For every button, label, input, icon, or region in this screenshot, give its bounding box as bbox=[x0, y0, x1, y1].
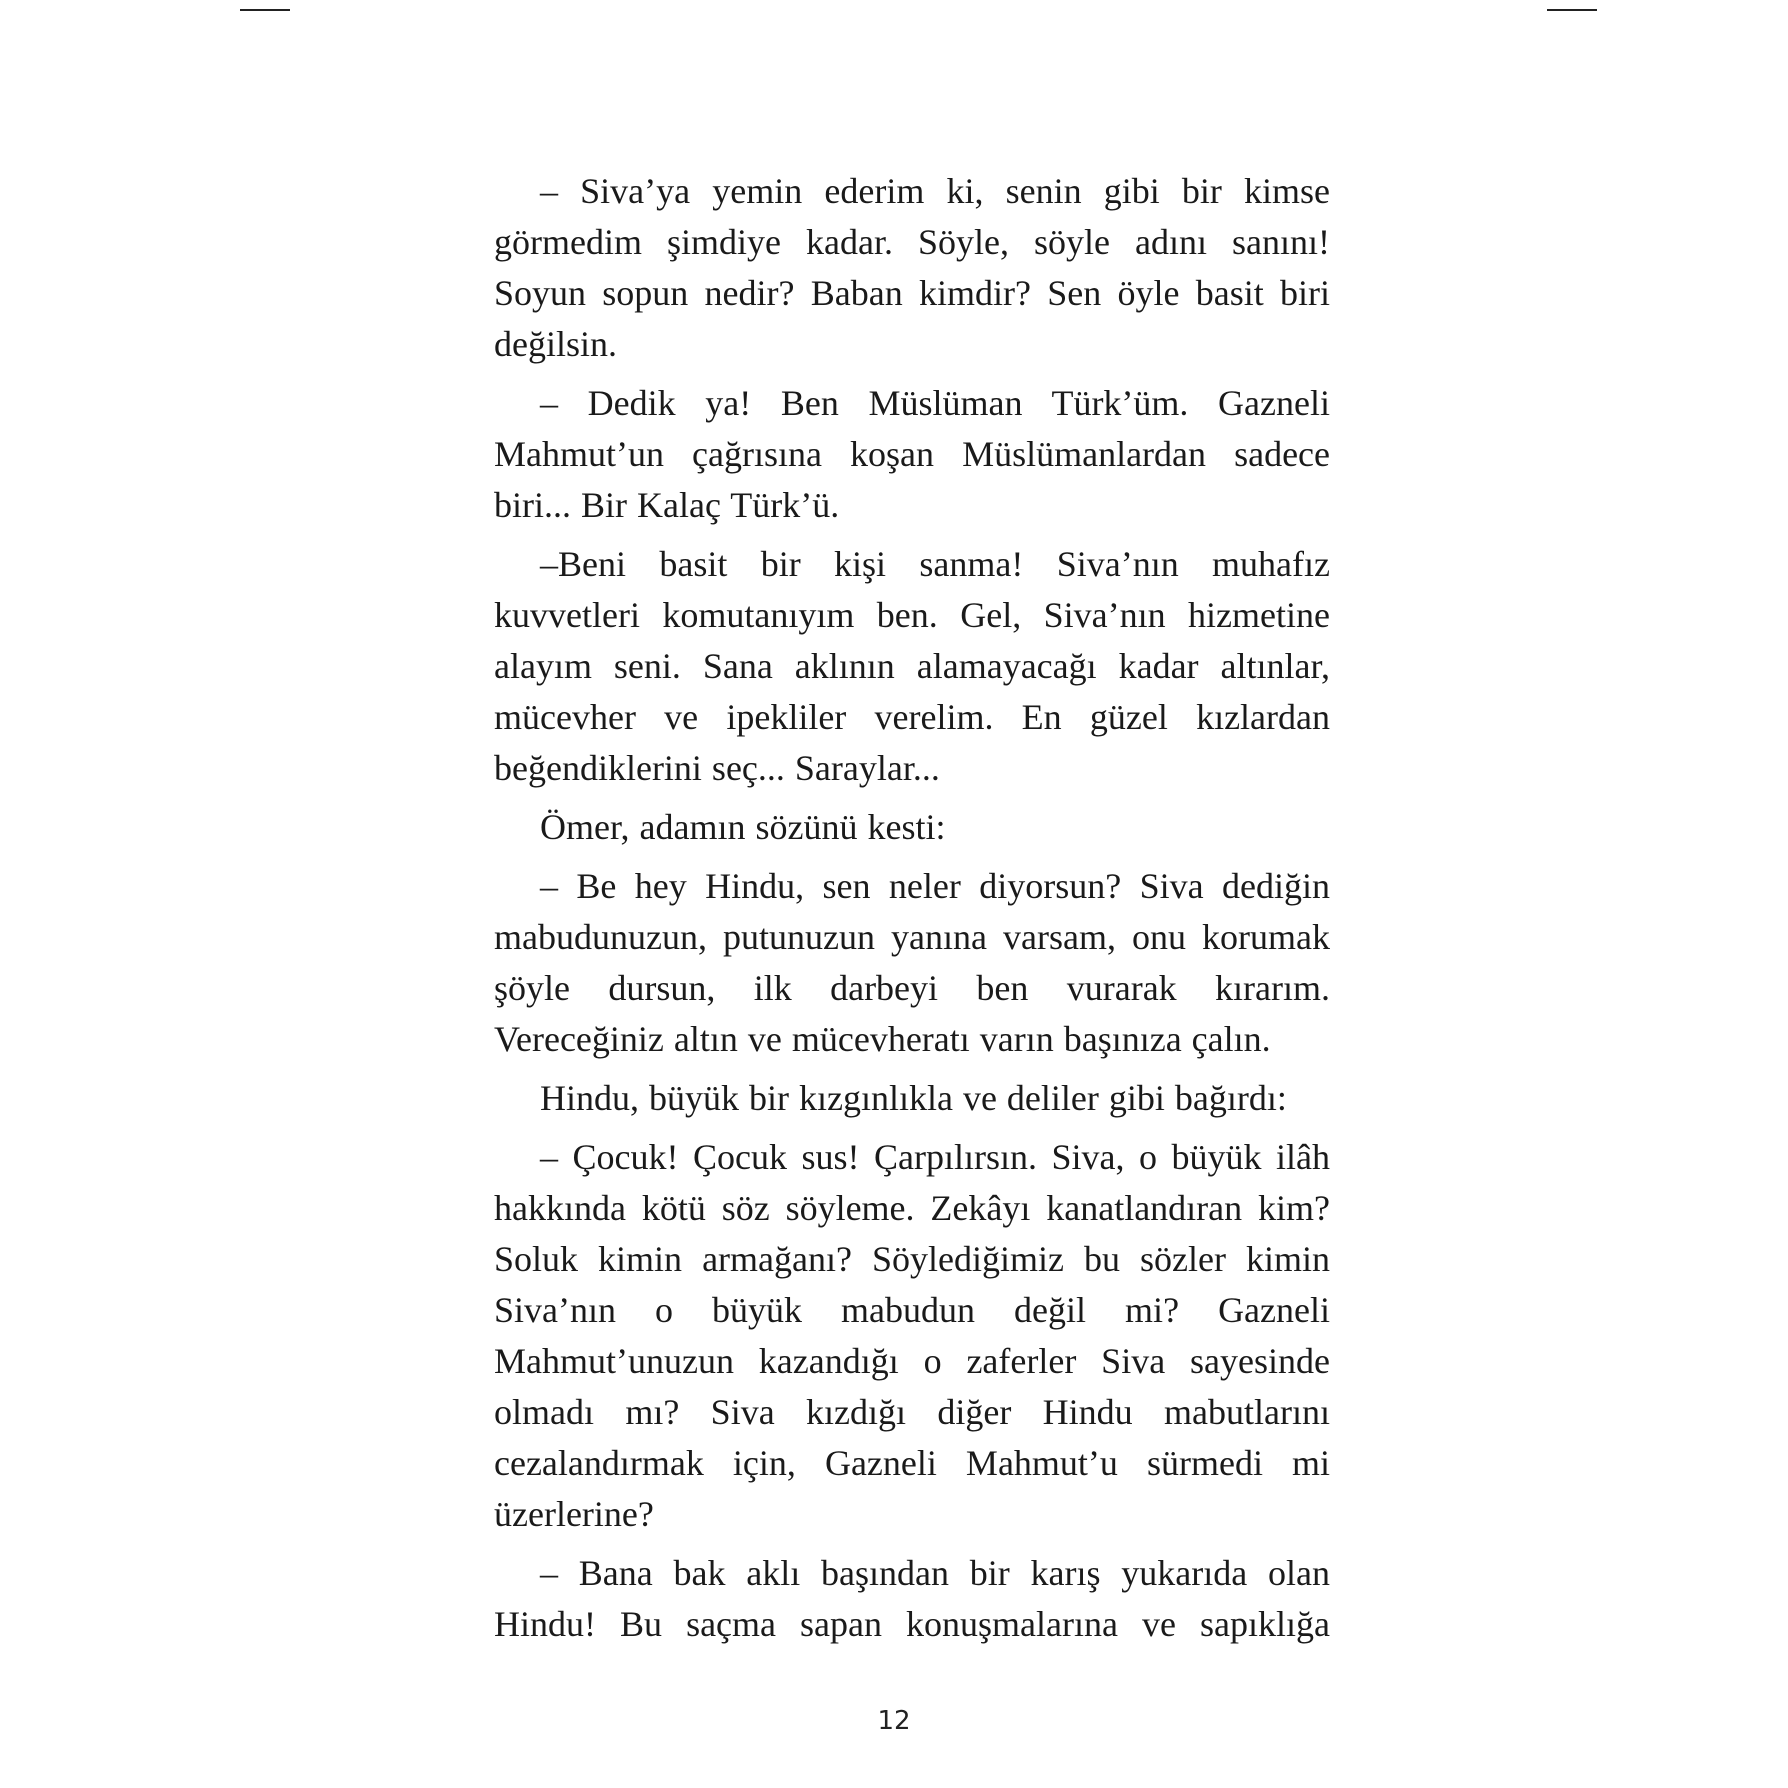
paragraph: Ömer, adamın sözünü kesti: bbox=[540, 807, 946, 847]
paragraph: – Dedik ya! Ben Müslüman Türk’üm. Gazneli Mahmut’un çağrısına koşan Müslümanlardan sadece biri... Bir Kalaç Türk’ü. bbox=[494, 383, 1330, 525]
paragraph: Hindu, büyük bir kızgınlıkla ve deliler gibi bağırdı: bbox=[540, 1078, 1287, 1118]
paragraph: –Beni basit bir kişi sanma! Siva’nın muhafız kuvvetleri komutanıyım ben. Gel, Siva’nın hizmetine alayım seni. Sana aklının alamayacağı kadar altınlar, mücevher ve ipekliler verelim. En güzel kızlardan beğendiklerini seç... Saraylar... bbox=[494, 544, 1330, 788]
body-text bbox=[494, 166, 1330, 1650]
paragraph: – Siva’ya yemin ederim ki, senin gibi bir kimse görmedim şimdiye kadar. Söyle, söyle adını sanını! Soyun sopun nedir? Baban kimdir? Sen öyle basit biri değilsin. bbox=[494, 171, 1330, 364]
paragraph: – Be hey Hindu, sen neler diyorsun? Siva dediğin mabudunuzun, putunuzun yanına varsam, onu korumak şöyle dursun, ilk darbeyi ben vurarak kırarım. Vereceğiniz altın ve mücevheratı varın başınıza çalın. bbox=[494, 866, 1330, 1059]
paragraph: – Bana bak aklı başından bir karış yukarıda olan Hindu! Bu saçma sapan konuşmalarına ve sapıklığa bbox=[494, 1553, 1330, 1644]
crop-mark-right bbox=[1547, 9, 1597, 11]
paragraph: – Çocuk! Çocuk sus! Çarpılırsın. Siva, o büyük ilâh hakkında kötü söz söyleme. Zekâyı kanatlandıran kim? Soluk kimin armağanı? Söylediğimiz bu sözler kimin Siva’nın o büyük mabudun değil mi? Gazneli Mahmut’unuzun kazandığı o zaferler Siva sayesinde olmadı mı? Siva kızdığı diğer Hindu mabutlarını cezalandırmak için, Gazneli Mahmut’u sürmedi mi üzerlerine? bbox=[494, 1137, 1330, 1534]
page-number: 12 bbox=[877, 1706, 911, 1736]
crop-mark-left bbox=[240, 9, 290, 11]
